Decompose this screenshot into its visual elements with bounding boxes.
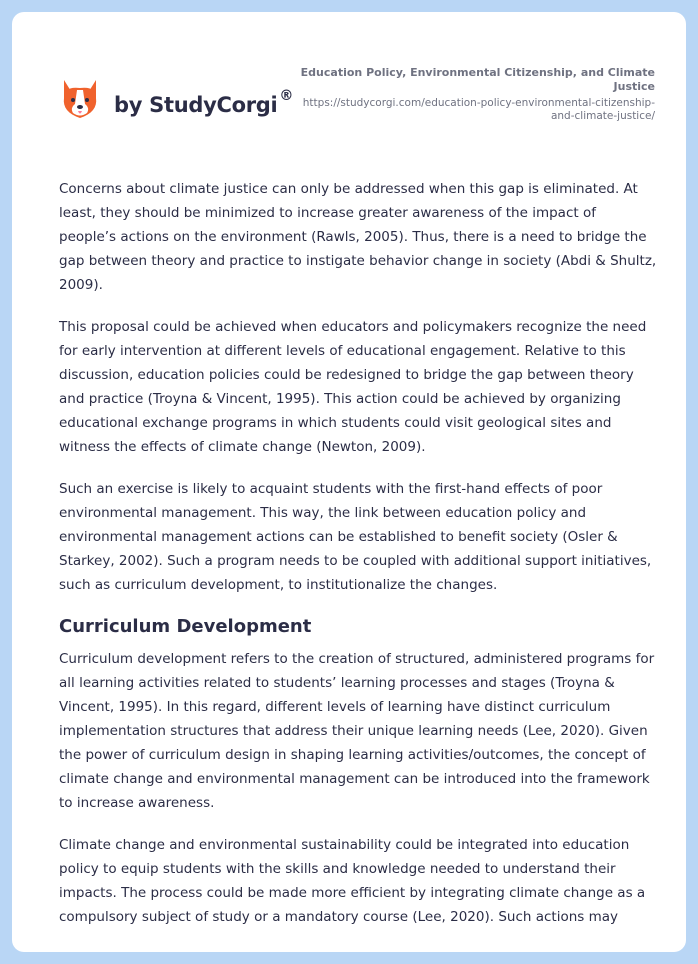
document-title: Education Policy, Environmental Citizenship, and Climate Justice <box>300 66 655 93</box>
brand-name: by StudyCorgi ® <box>114 87 294 117</box>
studycorgi-logo[interactable] <box>60 78 293 122</box>
paragraph-5: Climate change and environmental sustainability could be integrated into education policy to equip students with the skills and knowledge needed to understand their impacts. The process could be made more efficient by integrating climate change as a compulsory subject of study or a mandatory course (Lee, 2020). Such actions may <box>59 837 646 925</box>
paragraph-3: Such an exercise is likely to acquaint students with the first-hand effects of poor environmental management. This way, the link between education policy and environmental management actions can be established to benefit society (Osler & Starkey, 2002). Such a program needs to be coupled with additional support initiatives, such as curriculum development, to institutionalize the changes. <box>59 481 652 593</box>
paragraph-4: Curriculum development refers to the creation of structured, administered programs for all learning activities related to students’ learning processes and stages (Troyna & Vincent, 1995). In this regard, different levels of learning have distinct curriculum implementation structures that address their unique learning needs (Lee, 2020). Given the power of curriculum design in shaping learning activities/outcomes, the concept of climate change and environmental management can be introduced into the framework to increase awareness. <box>59 651 655 811</box>
document-url[interactable]: https://studycorgi.com/education-policy-environmental-citizenship-and-climate-justice/ <box>302 97 655 122</box>
document-body <box>59 177 657 947</box>
document-meta <box>295 66 655 123</box>
section-heading: Curriculum Development <box>59 616 312 637</box>
paragraph-2: This proposal could be achieved when educators and policymakers recognize the need for early intervention at different levels of educational engagement. Relative to this discussion, education policies could be redesigned to bridge the gap between theory and practice (Troyna & Vincent, 1995). This action could be achieved by organizing educational exchange programs in which students could visit geological sites and witness the effects of climate change (Newton, 2009). <box>59 319 647 455</box>
paragraph-1: Concerns about climate justice can only be addressed when this gap is eliminated. At least, they should be minimized to increase greater awareness of the impact of people’s actions on the environment (Rawls, 2005). Thus, there is a need to bridge the gap between theory and practice to instigate behavior change in society (Abdi & Shultz, 2009). <box>59 181 657 293</box>
corgi-logo-icon <box>60 78 100 122</box>
document-page <box>12 12 686 952</box>
